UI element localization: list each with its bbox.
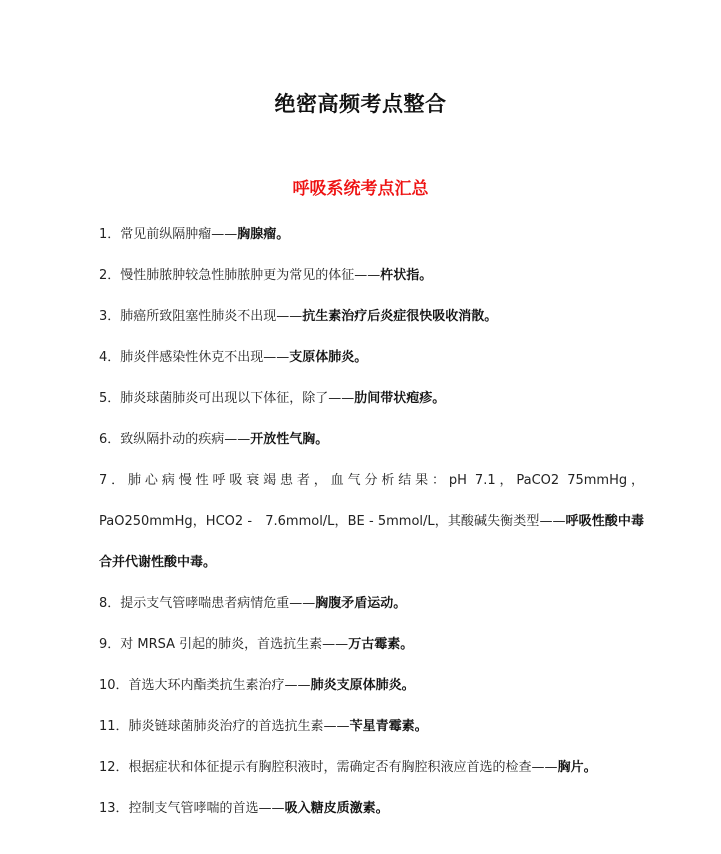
item-number: 2． xyxy=(99,268,121,283)
list-item xyxy=(99,296,644,337)
list-item xyxy=(99,583,644,624)
item-answer: 胸片。 xyxy=(557,760,597,775)
item-number: 10． xyxy=(99,678,129,693)
item-number: 7． xyxy=(99,473,129,488)
list-item xyxy=(99,255,644,296)
list-item xyxy=(99,460,644,583)
item-number: 8． xyxy=(99,596,121,611)
item-answer: 呼吸性酸中毒合并代谢性酸中毒。 xyxy=(99,514,644,570)
item-question: 致纵隔扑动的疾病—— xyxy=(120,432,251,447)
item-question: 肺炎伴感染性休克不出现—— xyxy=(120,350,290,365)
list-item xyxy=(99,624,644,665)
question-list xyxy=(99,214,644,829)
item-answer: 苄星青霉素。 xyxy=(349,719,428,734)
item-number: 12． xyxy=(99,760,129,775)
section-title: 呼吸系统考点汇总 xyxy=(292,179,429,199)
item-answer: 万古霉素。 xyxy=(348,637,414,652)
item-question: 肺癌所致阻塞性肺炎不出现—— xyxy=(120,309,303,324)
item-question: 常见前纵隔肿瘤—— xyxy=(120,227,238,242)
item-number: 9． xyxy=(99,637,121,652)
document-title: 绝密高频考点整合 xyxy=(274,92,447,116)
item-question: 肺炎链球菌肺炎治疗的首选抗生素—— xyxy=(128,719,350,734)
item-question: 肺心病慢性呼吸衰竭患者，血气分析结果：pH 7.1，PaCO2 75mmHg，PaO250mmHg，HCO2 - 7.6mmol/L，BE - 5mmol/L，其酸碱失衡类型—— xyxy=(99,473,644,529)
item-number: 6． xyxy=(99,432,121,447)
item-question: 首选大环内酯类抗生素治疗—— xyxy=(128,678,311,693)
item-answer: 杵状指。 xyxy=(380,268,433,283)
list-item xyxy=(99,378,644,419)
item-number: 13． xyxy=(99,801,129,816)
item-question: 控制支气管哮喘的首选—— xyxy=(128,801,285,816)
item-answer: 支原体肺炎。 xyxy=(289,350,368,365)
item-number: 1． xyxy=(99,227,121,242)
list-item xyxy=(99,665,644,706)
item-answer: 肋间带状疱疹。 xyxy=(354,391,446,406)
item-number: 3． xyxy=(99,309,121,324)
list-item xyxy=(99,747,644,788)
item-number: 5． xyxy=(99,391,121,406)
list-item xyxy=(99,337,644,378)
item-answer: 胸腺瘤。 xyxy=(237,227,290,242)
list-item xyxy=(99,419,644,460)
item-number: 11． xyxy=(99,719,129,734)
list-item xyxy=(99,788,644,829)
list-item xyxy=(99,214,644,255)
item-answer: 开放性气胸。 xyxy=(250,432,329,447)
item-question: 根据症状和体征提示有胸腔积液时，需确定否有胸腔积液应首选的检查—— xyxy=(128,760,558,775)
item-question: 肺炎球菌肺炎可出现以下体征，除了—— xyxy=(120,391,355,406)
list-item xyxy=(99,706,644,747)
item-question: 慢性肺脓肿较急性肺脓肿更为常见的体征—— xyxy=(120,268,381,283)
item-answer: 吸入糖皮质激素。 xyxy=(284,801,389,816)
item-number: 4． xyxy=(99,350,121,365)
item-question: 对 MRSA 引起的肺炎，首选抗生素—— xyxy=(120,637,349,652)
item-question: 提示支气管哮喘患者病情危重—— xyxy=(120,596,316,611)
item-answer: 抗生素治疗后炎症很快吸收消散。 xyxy=(302,309,498,324)
item-answer: 肺炎支原体肺炎。 xyxy=(310,678,415,693)
item-answer: 胸腹矛盾运动。 xyxy=(315,596,407,611)
